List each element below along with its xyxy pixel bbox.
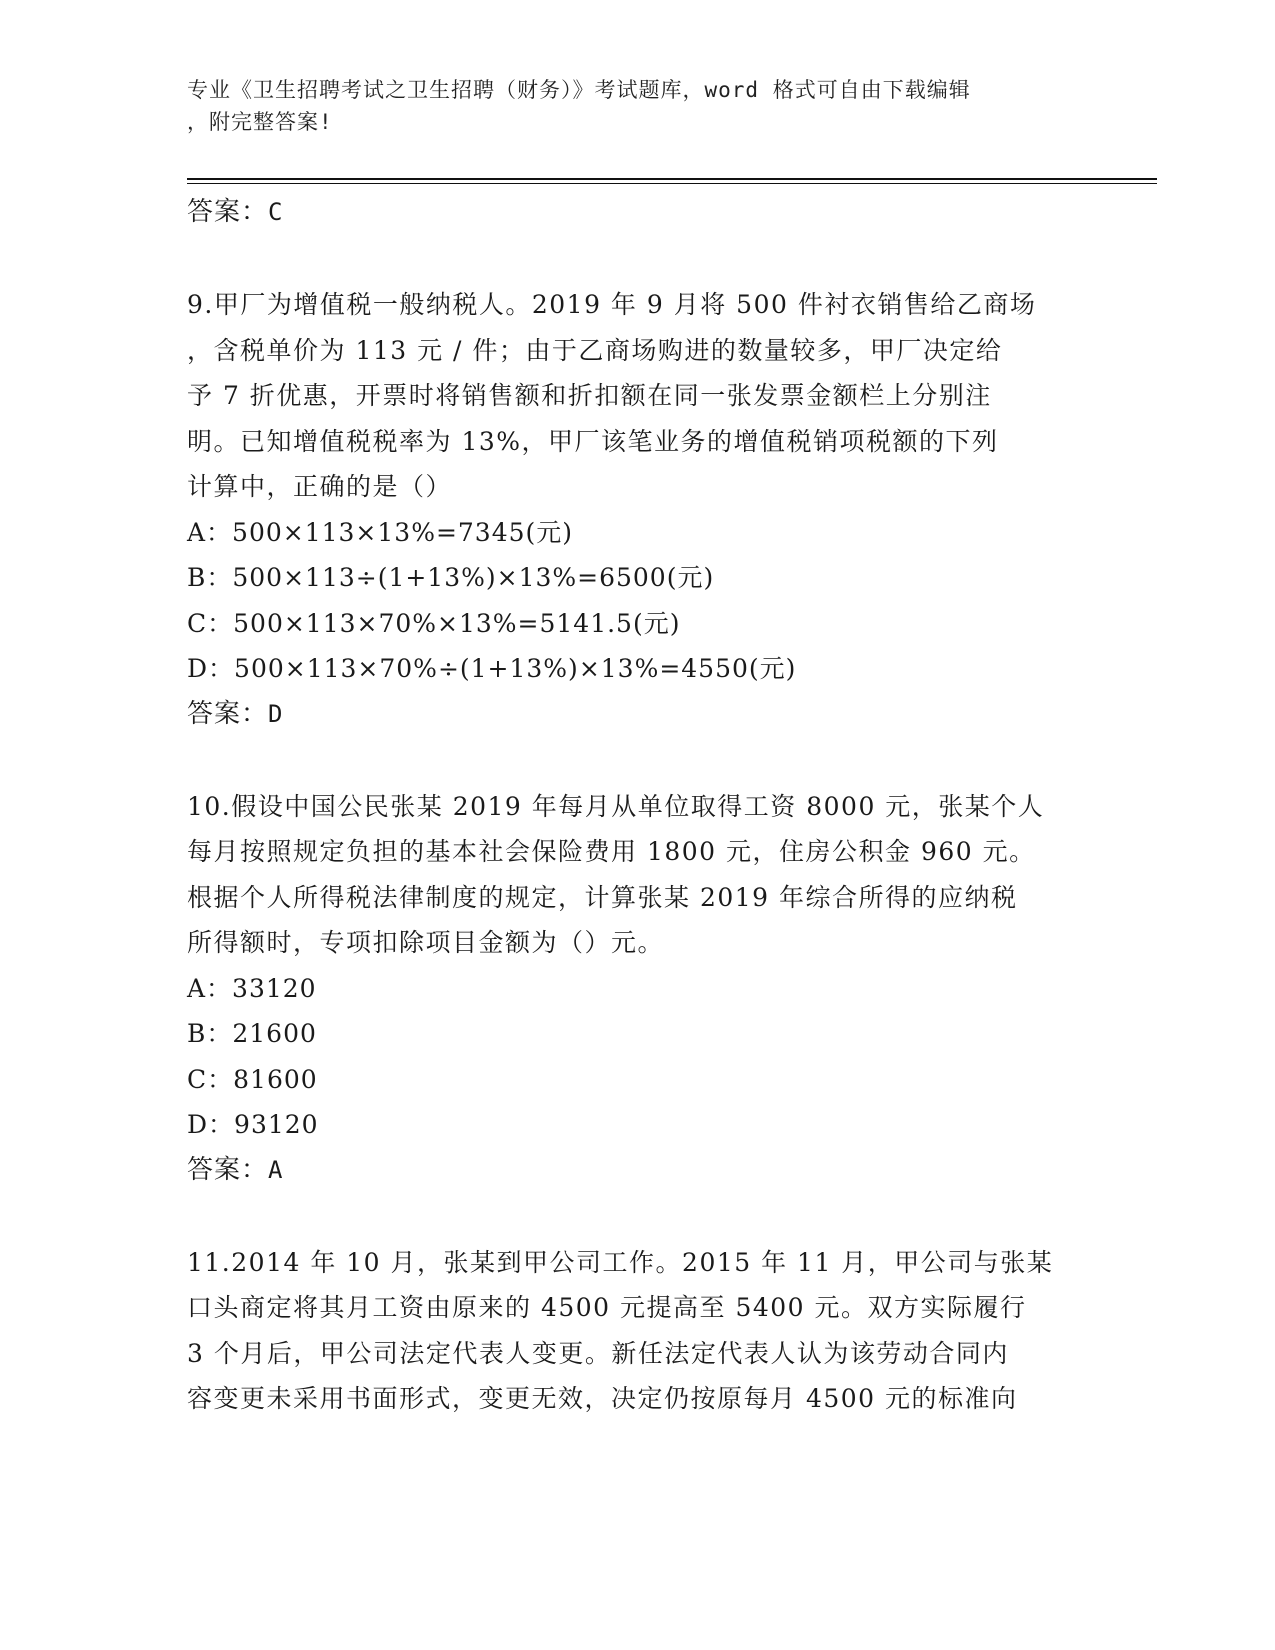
option-d: D：93120: [187, 1110, 319, 1139]
question-9: [187, 282, 1087, 736]
question-text-line: 10.假设中国公民张某 2019 年每月从单位取得工资 8000 元，张某个人: [187, 791, 1045, 821]
question-text-line: 9.甲厂为增值税一般纳税人。2019 年 9 月将 500 件衬衣销售给乙商场: [187, 290, 1037, 319]
answer-value: D: [268, 699, 284, 728]
answer-value: C: [268, 198, 284, 226]
question-text-line: 予 7 折优惠，开票时将销售额和折扣额在同一张发票金额栏上分别注: [187, 381, 992, 410]
question-text-line: 3 个月后，甲公司法定代表人变更。新任法定代表人认为该劳动合同内: [187, 1338, 1009, 1368]
header-line-2: ，附完整答案!: [187, 110, 333, 134]
question-text-line: ，含税单价为 113 元 / 件；由于乙商场购进的数量较多，甲厂决定给: [187, 335, 1003, 365]
option-b: B：500×113÷(1+13%)×13%=6500(元): [187, 563, 715, 592]
question-text-line: 计算中，正确的是（）: [187, 472, 453, 501]
option-a: A：33120: [187, 973, 317, 1003]
question-text-line: 明。已知增值税税率为 13%，甲厂该笔业务的增值税销项税额的下列: [187, 426, 999, 456]
answer-line: [187, 1148, 1087, 1192]
question-text-line: 所得额时，专项扣除项目金额为（）元。: [187, 928, 665, 957]
header-divider-thin: [187, 183, 1157, 184]
question-10: [187, 784, 1087, 1192]
answer-line: [187, 692, 1087, 736]
answer-label: 答案：: [187, 698, 269, 729]
question-text-line: 每月按照规定负担的基本社会保险费用 1800 元，住房公积金 960 元。: [187, 837, 1036, 866]
option-c: C：81600: [187, 1064, 318, 1094]
question-text-line: 根据个人所得税法律制度的规定，计算张某 2019 年综合所得的应纳税: [187, 882, 1018, 912]
question-list: [187, 190, 1087, 1422]
document-header: [187, 74, 1067, 138]
option-a: A：500×113×13%=7345(元): [187, 517, 574, 547]
question-text-line: 容变更未采用书面形式，变更无效，决定仍按原每月 4500 元的标准向: [187, 1384, 1018, 1413]
option-c: C：500×113×70%×13%=5141.5(元): [187, 608, 681, 638]
answer-line-previous: [187, 190, 1087, 234]
option-d: D：500×113×70%÷(1+13%)×13%=4550(元): [187, 654, 797, 683]
question-text-line: 口头商定将其月工资由原来的 4500 元提高至 5400 元。双方实际履行: [187, 1293, 1027, 1322]
answer-label: 答案：: [187, 197, 269, 227]
question-11: [187, 1240, 1087, 1422]
option-b: B：21600: [187, 1019, 317, 1048]
answer-value: A: [268, 1155, 284, 1184]
header-line-1: 专业《卫生招聘考试之卫生招聘（财务）》考试题库，word 格式可自由下载编辑: [187, 78, 971, 102]
header-divider-thick: [187, 178, 1157, 180]
answer-label: 答案：: [187, 1154, 269, 1185]
question-text-line: 11.2014 年 10 月，张某到甲公司工作。2015 年 11 月，甲公司与张某: [187, 1247, 1054, 1277]
